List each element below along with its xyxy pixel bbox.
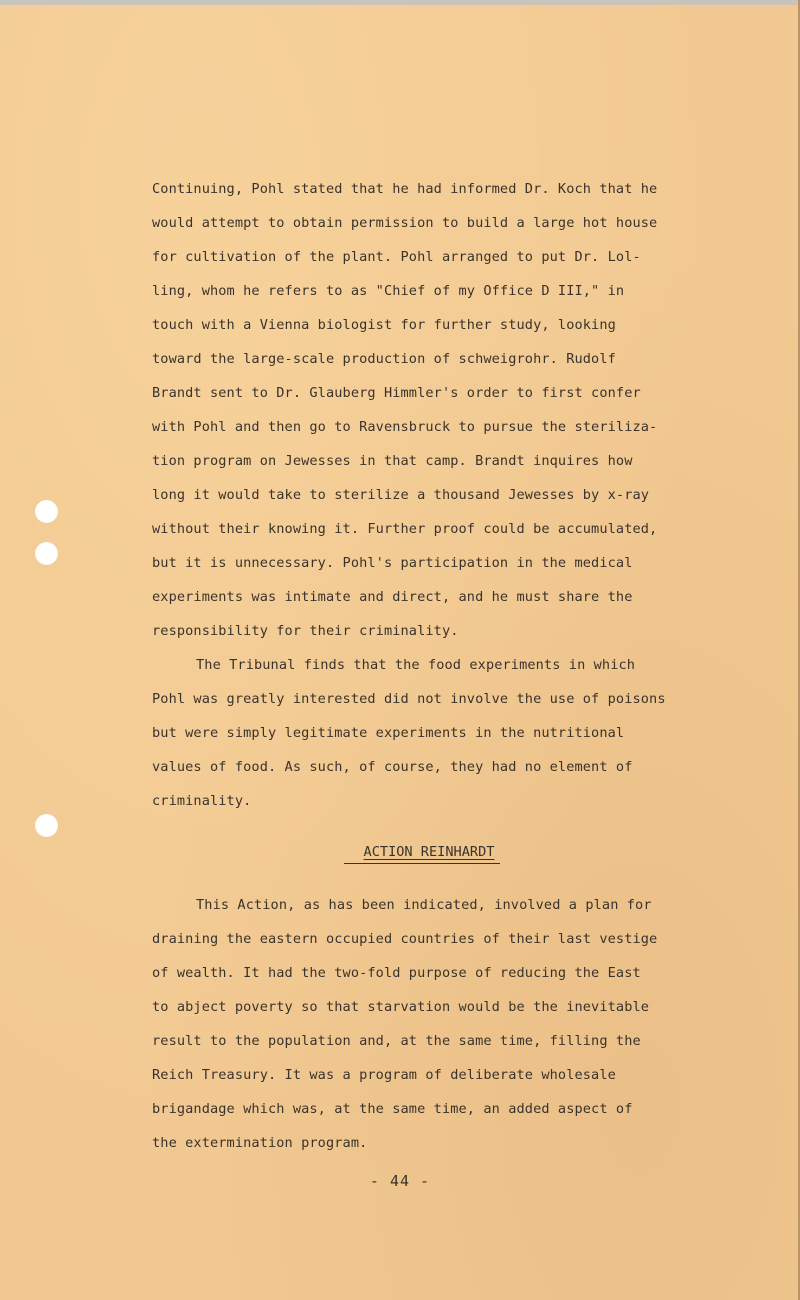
text-line: result to the population and, at the same time, filling the [152,1033,641,1049]
text-line: ling, whom he refers to as "Chief of my Office D III," in [152,283,625,299]
text-line: would attempt to obtain permission to build a large hot house [152,215,658,231]
text-line: toward the large-scale production of schweigrohr. Rudolf [152,351,616,367]
punch-hole-top [35,500,58,523]
text-line: touch with a Vienna biologist for further study, looking [152,317,616,333]
section-heading: ACTION REINHARDT [344,841,501,864]
text-line: the extermination program. [152,1135,368,1151]
text-line: Continuing, Pohl stated that he had informed Dr. Koch that he [152,181,658,197]
text-line: but were simply legitimate experiments in the nutritional [152,725,625,741]
paragraph-food-experiments [152,648,692,818]
text-line: experiments was intimate and direct, and he must share the [152,589,633,605]
text-line: The Tribunal finds that the food experiments in which [196,657,636,673]
text-line: draining the eastern occupied countries of their last vestige [152,931,658,947]
text-line: Pohl was greatly interested did not involve the use of poisons [152,691,666,707]
paragraph-action-reinhardt [152,888,692,1160]
punch-hole-bottom [35,814,58,837]
paragraph-pohl-continuing [152,172,692,648]
text-line: of wealth. It had the two-fold purpose of reducing the East [152,965,641,981]
text-line: brigandage which was, at the same time, an added aspect of [152,1101,633,1117]
scan-top-edge [0,0,800,5]
text-line: This Action, as has been indicated, involved a plan for [196,897,652,913]
text-line: but it is unnecessary. Pohl's participation in the medical [152,555,633,571]
text-line: long it would take to sterilize a thousand Jewesses by x-ray [152,487,650,503]
text-line: for cultivation of the plant. Pohl arranged to put Dr. Lol- [152,249,641,265]
punch-hole-middle [35,542,58,565]
document-page [152,172,692,1160]
text-line: criminality. [152,793,252,809]
text-line: responsibility for their criminality. [152,623,459,639]
section-heading-wrap [152,834,692,868]
text-line: values of food. As such, of course, they had no element of [152,759,633,775]
page-number: - 44 - [369,1172,431,1190]
text-line: without their knowing it. Further proof could be accumulated, [152,521,658,537]
text-line: tion program on Jewesses in that camp. Brandt inquires how [152,453,633,469]
text-line: Brandt sent to Dr. Glauberg Himmler's order to first confer [152,385,641,401]
text-line: to abject poverty so that starvation would be the inevitable [152,999,650,1015]
text-line: Reich Treasury. It was a program of deliberate wholesale [152,1067,616,1083]
text-line: with Pohl and then go to Ravensbruck to pursue the steriliza- [152,419,658,435]
